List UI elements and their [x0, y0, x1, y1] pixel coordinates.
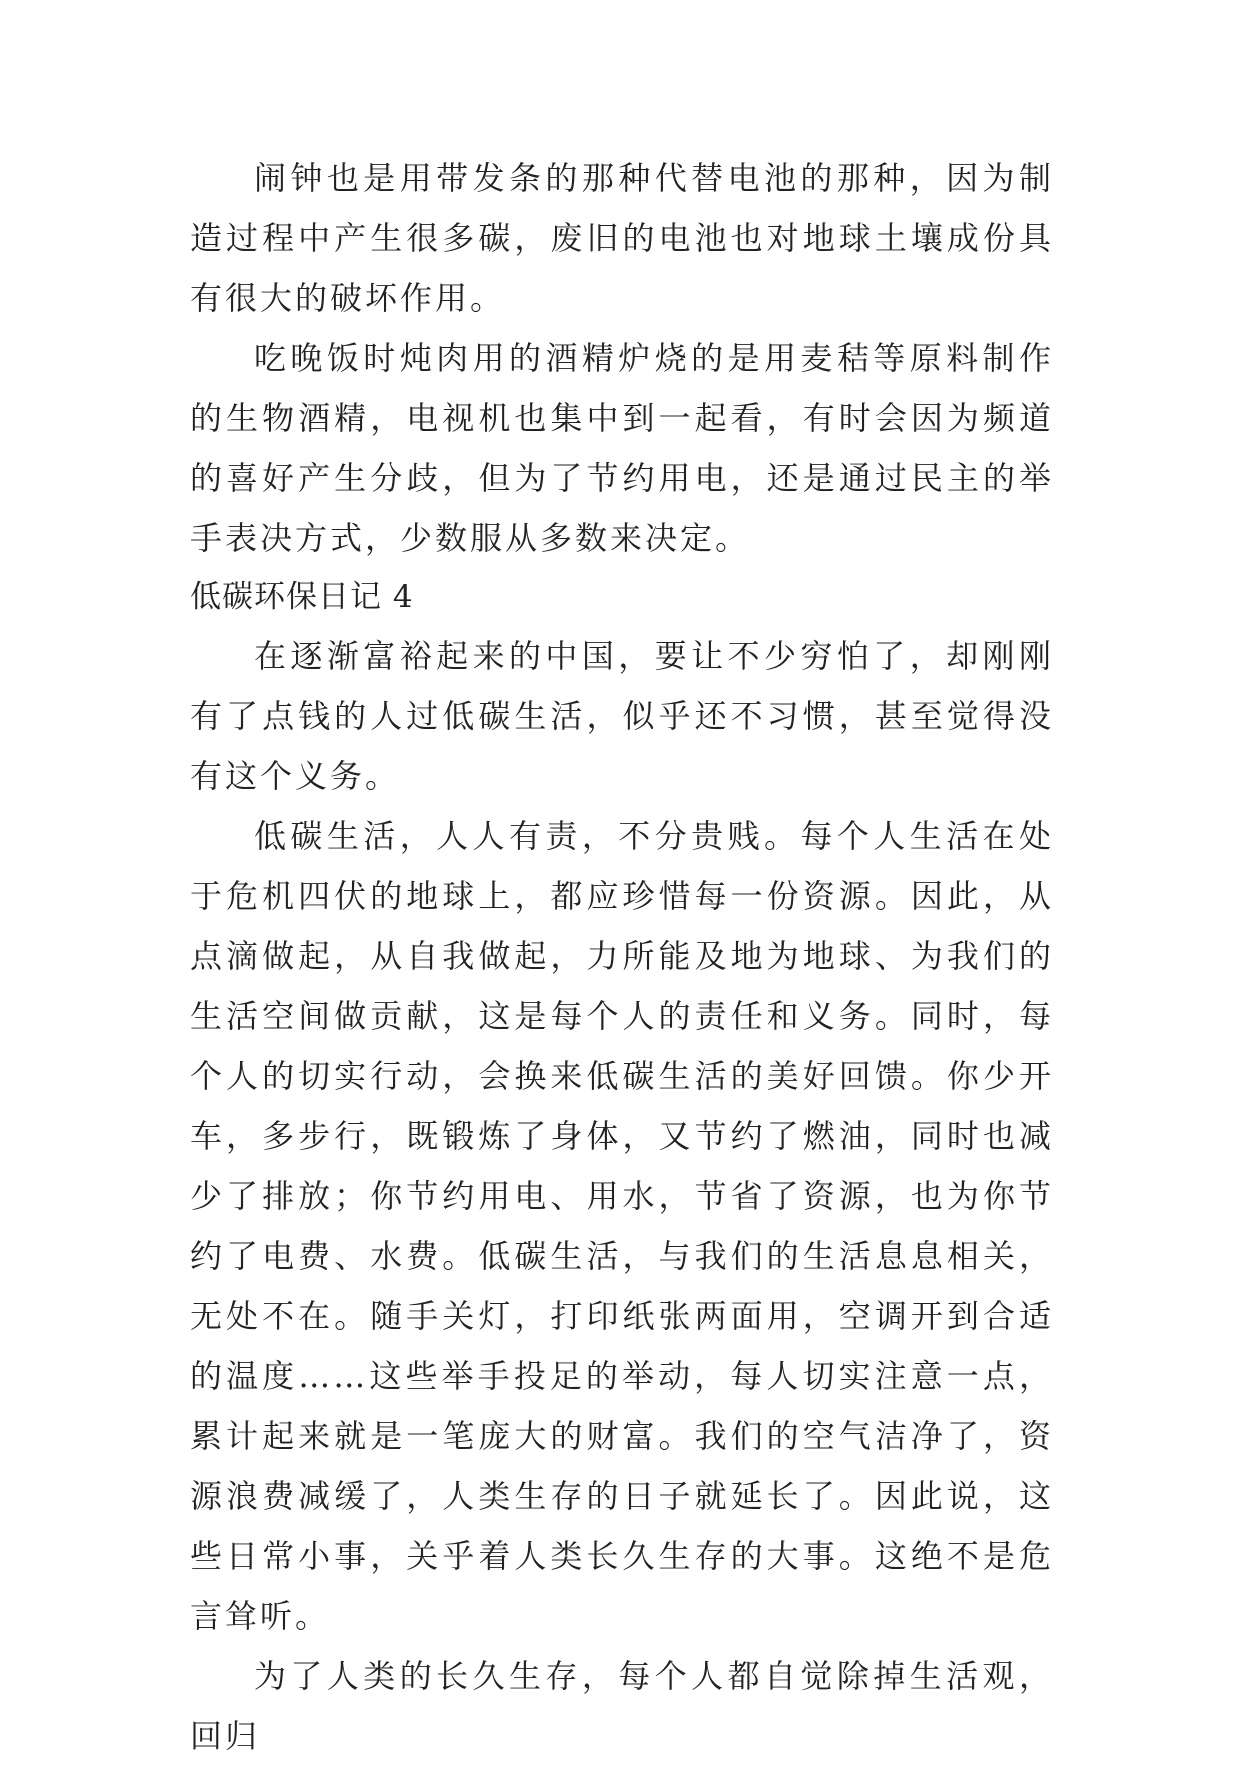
paragraph-human-survival: 为了人类的长久生存，每个人都自觉除掉生活观，回归: [190, 1657, 1054, 1755]
paragraph-low-carbon-life: 低碳生活，人人有责，不分贵贱。每个人生活在处于危机四伏的地球上，都应珍惜每一份资源。因此，从点滴做起，从自我做起，力所能及地为地球、为我们的生活空间做贡献，这是每个人的责任和义务。同时，每个人的切实行动，会换来低碳生活的美好回馈。你少开车，多步行，既锻炼了身体，又节约了燃油，同时也减少了排放；你节约用电、用水，节省了资源，也为你节约了电费、水费。低碳生活，与我们的生活息息相关，无处不在。随手关灯，打印纸张两面用，空调开到合适的温度……这些举手投足的举动，每人切实注意一点，累计起来就是一笔庞大的财富。我们的空气洁净了，资源浪费减缓了，人类生存的日子就延长了。因此说，这些日常小事，关乎着人类长久生存的大事。这绝不是危言耸听。: [190, 817, 1054, 1635]
paragraph-alarm-clock: 闹钟也是用带发条的那种代替电池的那种，因为制造过程中产生很多碳，废旧的电池也对地球土壤成份具有很大的破坏作用。: [190, 159, 1054, 317]
document-body: [190, 148, 1054, 1766]
paragraph-dinner: 吃晚饭时炖肉用的酒精炉烧的是用麦秸等原料制作的生物酒精，电视机也集中到一起看，有时会因为频道的喜好产生分歧，但为了节约用电，还是通过民主的举手表决方式，少数服从多数来决定。: [190, 339, 1054, 557]
section-heading: 低碳环保日记 4: [190, 579, 414, 615]
paragraph-wealthy-china: 在逐渐富裕起来的中国，要让不少穷怕了，却刚刚有了点钱的人过低碳生活，似乎还不习惯，甚至觉得没有这个义务。: [190, 637, 1054, 795]
